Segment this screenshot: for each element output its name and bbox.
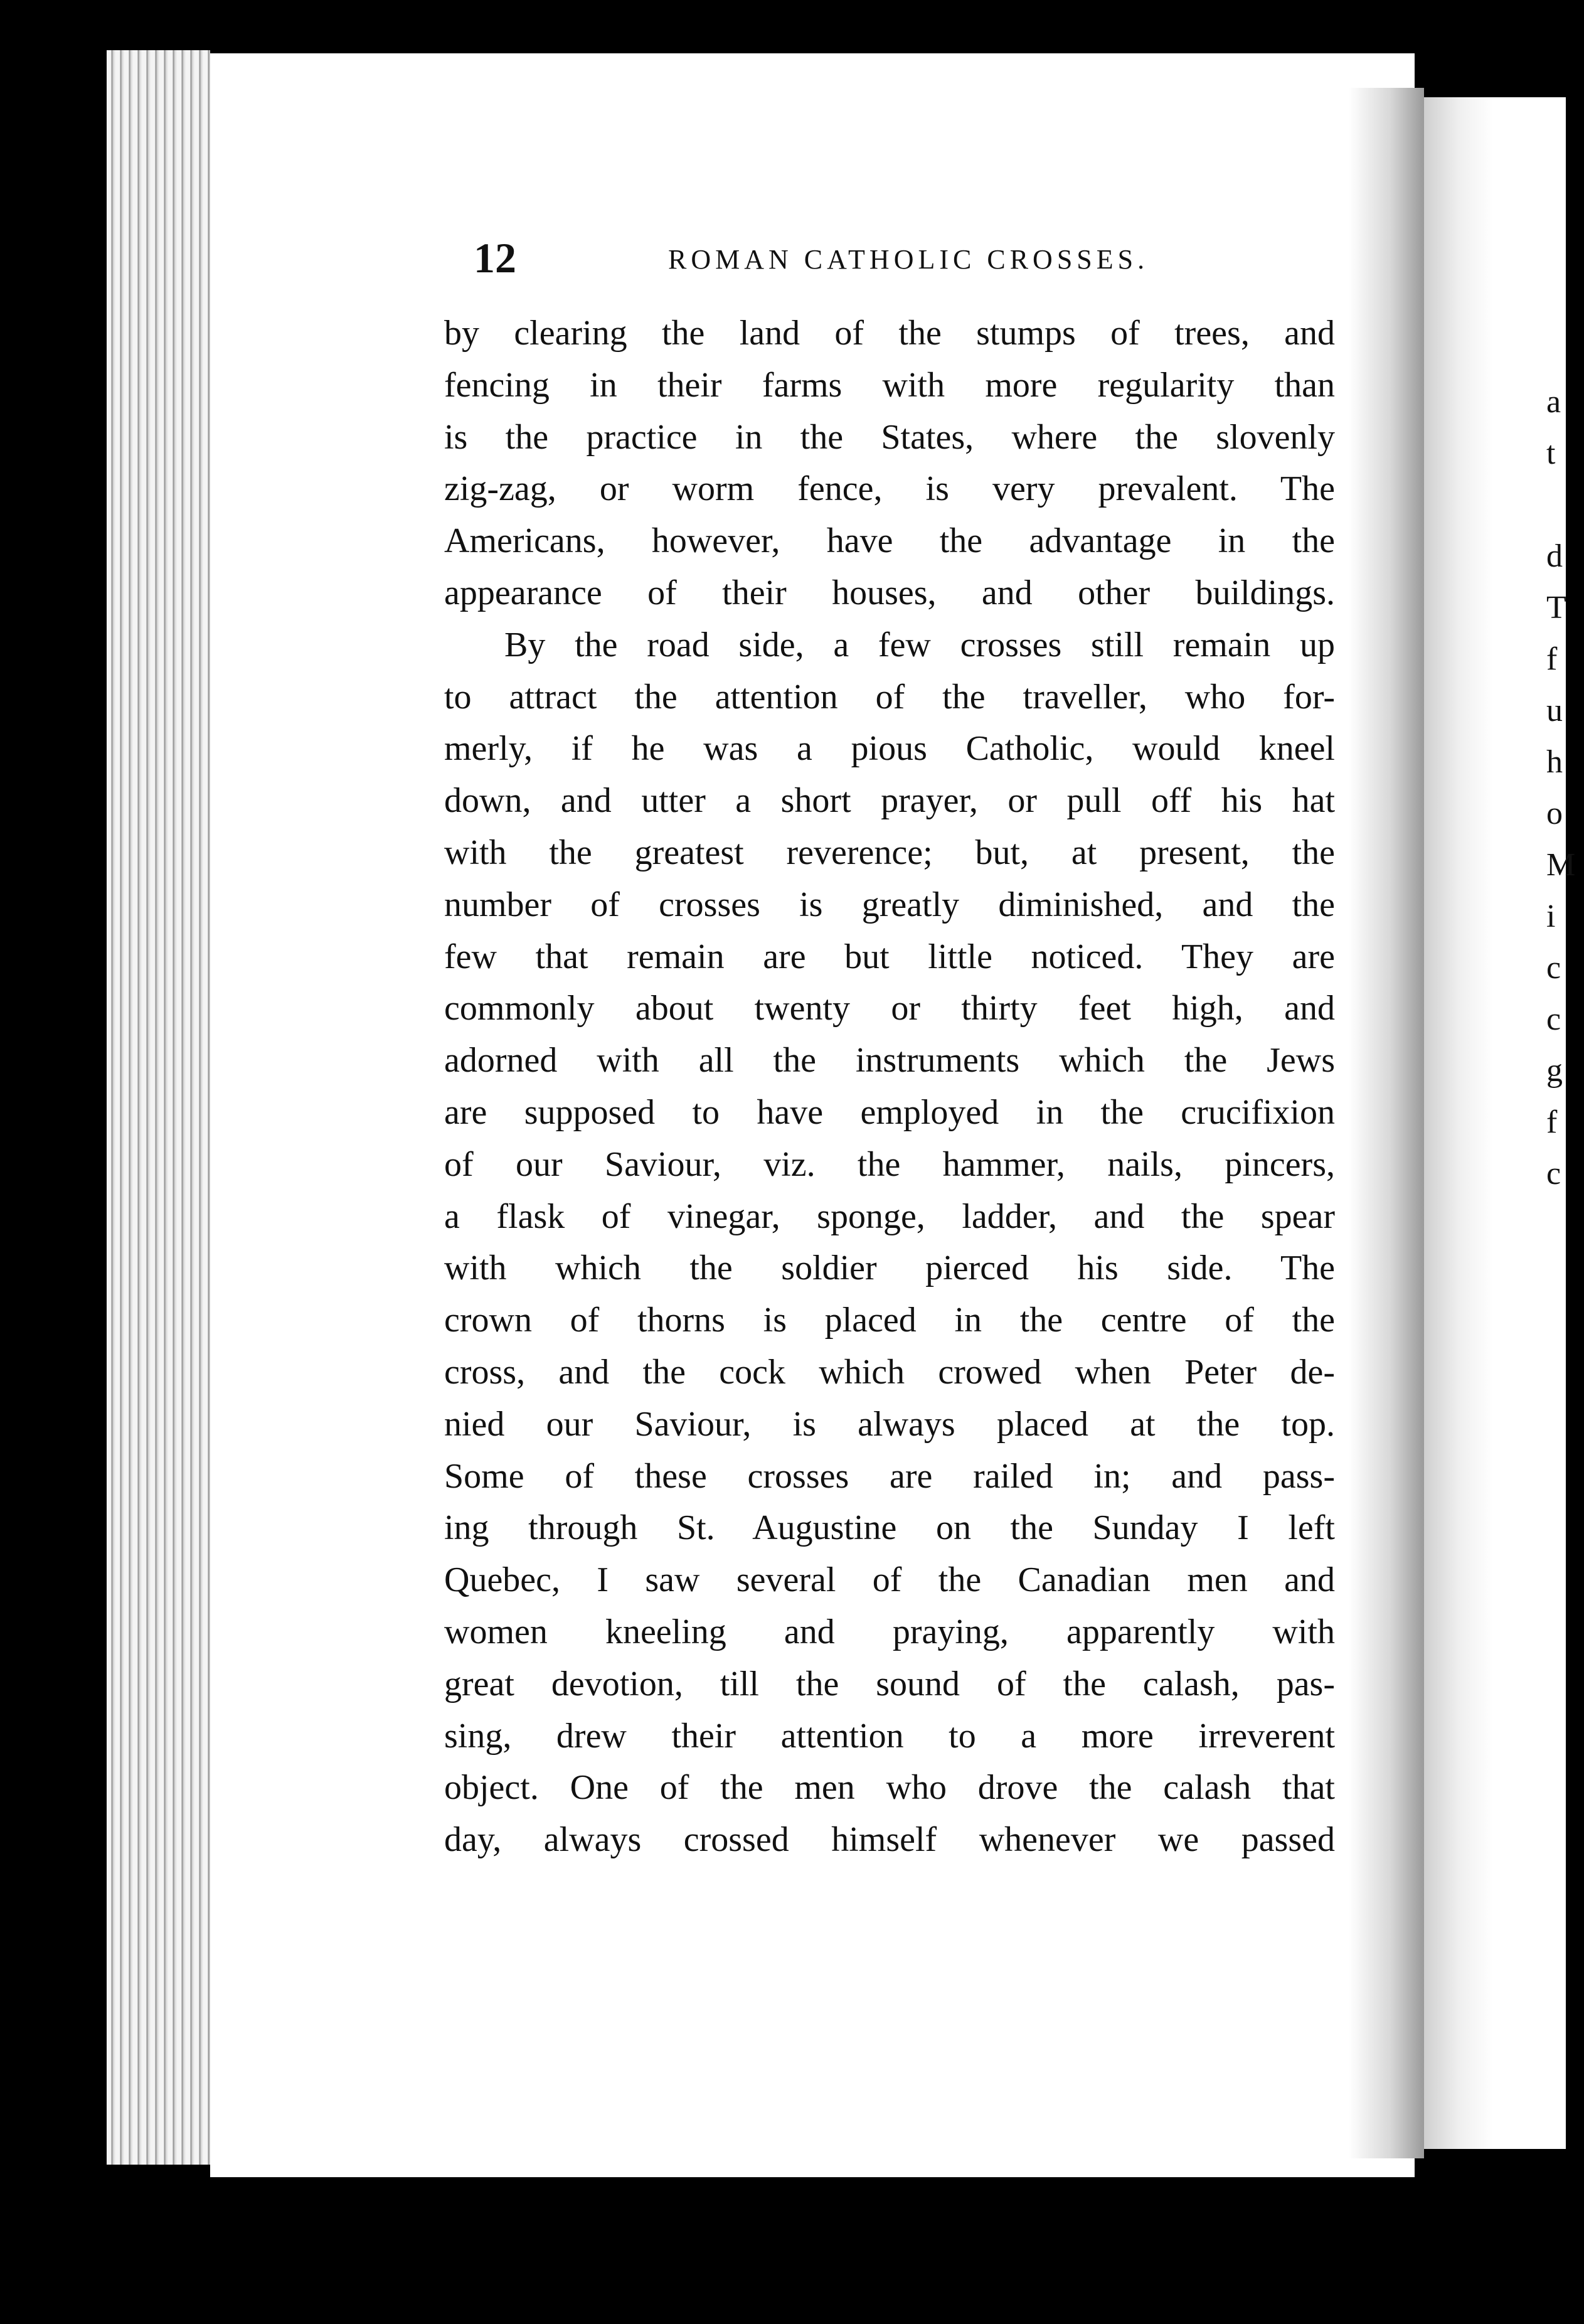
facing-fragment: a [1546, 384, 1561, 420]
text-line: crown of thorns is placed in the centre of the [444, 1301, 1335, 1340]
running-head [474, 233, 1295, 290]
text-line: merly, if he was a pious Catholic, would kneel [444, 729, 1335, 769]
facing-page-text-fragments [1546, 376, 1584, 1200]
text-line: with which the soldier pierced his side. The [444, 1249, 1335, 1288]
text-line: is the practice in the States, where the slovenly [444, 417, 1335, 457]
facing-fragment: u [1546, 693, 1563, 728]
text-line: fencing in their farms with more regularity than [444, 365, 1335, 405]
facing-fragment: c [1546, 1156, 1561, 1191]
facing-fragment: i [1546, 898, 1556, 934]
text-line: Americans, however, have the advantage in the [444, 521, 1335, 561]
binding-gutter-shadow [1349, 88, 1424, 2158]
text-line: down, and utter a short prayer, or pull off his hat [444, 781, 1335, 821]
text-line: cross, and the cock which crowed when Peter de- [444, 1352, 1335, 1392]
text-line: women kneeling and praying, apparently with [444, 1612, 1335, 1651]
facing-fragment: d [1546, 538, 1563, 574]
text-line: object. One of the men who drove the calash that [444, 1768, 1335, 1808]
facing-fragment: f [1546, 641, 1558, 677]
text-line: day, always crossed himself whenever we passed [444, 1820, 1335, 1860]
facing-fragment: M [1546, 847, 1576, 883]
text-line: few that remain are but little noticed. They are [444, 937, 1335, 976]
text-line: nied our Saviour, is always placed at the top. [444, 1404, 1335, 1444]
text-line: by clearing the land of the stumps of trees, and [444, 314, 1335, 353]
text-line: are supposed to have employed in the crucifixion [444, 1092, 1335, 1132]
text-line: zig-zag, or worm fence, is very prevalent. The [444, 469, 1335, 509]
facing-fragment: t [1546, 435, 1556, 471]
facing-fragment: g [1546, 1053, 1563, 1089]
facing-page [1424, 97, 1566, 2149]
text-line: of our Saviour, viz. the hammer, nails, pincers, [444, 1144, 1335, 1184]
facing-fragment: o [1546, 796, 1563, 831]
text-line: sing, drew their attention to a more irreverent [444, 1716, 1335, 1756]
text-line: adorned with all the instruments which the Jews [444, 1041, 1335, 1080]
facing-fragment: h [1546, 744, 1563, 780]
facing-fragment: f [1546, 1104, 1558, 1140]
page-number: 12 [474, 234, 516, 282]
text-line: commonly about twenty or thirty feet high, and [444, 989, 1335, 1028]
text-line: to attract the attention of the traveller, who for- [444, 677, 1335, 717]
facing-fragment [1546, 479, 1584, 531]
facing-fragment: c [1546, 1001, 1561, 1037]
body-text [444, 307, 1335, 1866]
text-line: Some of these crosses are railed in; and pass- [444, 1456, 1335, 1496]
text-line: By the road side, a few crosses still remain up [504, 625, 1335, 664]
text-line: a flask of vinegar, sponge, ladder, and the spear [444, 1197, 1335, 1236]
text-line: great devotion, till the sound of the calash, pas- [444, 1664, 1335, 1703]
facing-fragment: c [1546, 950, 1561, 986]
text-line: ing through St. Augustine on the Sunday I left [444, 1508, 1335, 1548]
text-line: Quebec, I saw several of the Canadian men and [444, 1560, 1335, 1600]
page-edges [107, 50, 210, 2165]
text-line: with the greatest reverence; but, at present, the [444, 833, 1335, 872]
text-line: appearance of their houses, and other buildings. [444, 573, 1335, 612]
text-line: number of crosses is greatly diminished, and the [444, 885, 1335, 924]
running-title: ROMAN CATHOLIC CROSSES. [668, 244, 1149, 275]
facing-fragment: T [1546, 590, 1566, 626]
